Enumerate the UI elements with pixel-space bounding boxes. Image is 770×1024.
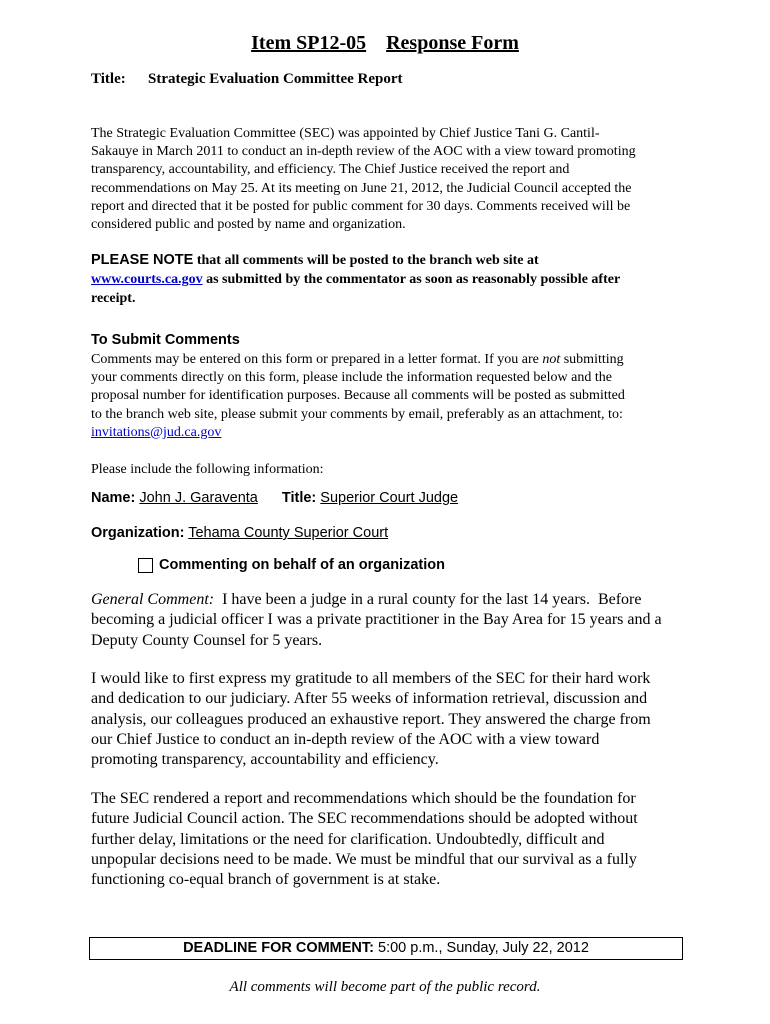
intro-line: The Strategic Evaluation Committee (SEC) was appointed by Chief Justice Tani G. Cantil- bbox=[91, 126, 600, 141]
comment-line: and dedication to our judiciary. After 55 weeks of information retrieval, discussion and bbox=[91, 690, 648, 708]
submit-comments-heading: To Submit Comments bbox=[91, 332, 240, 348]
form-name: Response Form bbox=[386, 32, 519, 54]
form-heading bbox=[0, 30, 770, 56]
note-line-2: as submitted by the commentator as soon as reasonably possible after bbox=[202, 272, 621, 287]
name-value[interactable]: John J. Garaventa bbox=[139, 490, 258, 506]
organization-checkbox-row[interactable] bbox=[138, 557, 445, 573]
intro-paragraph bbox=[91, 125, 691, 234]
comment-line: I would like to first express my gratitude to all members of the SEC for their hard work bbox=[91, 670, 651, 687]
courts-website-link[interactable]: www.courts.ca.gov bbox=[91, 272, 203, 287]
comment-line: our Chief Justice to conduct an in-depth review of the AOC with a view toward bbox=[91, 730, 600, 748]
item-number: Item SP12-05 bbox=[251, 32, 367, 54]
intro-line: considered public and posted by name and organization. bbox=[91, 217, 406, 233]
submit-line-1-emphasis: not bbox=[542, 352, 561, 367]
general-comment-label: General Comment: bbox=[91, 591, 215, 608]
submit-line-2: your comments directly on this form, please include the information requested below and the bbox=[91, 370, 612, 386]
deadline-box bbox=[89, 937, 683, 960]
intro-line: recommendations on May 25. At its meeting on June 21, 2012, the Judicial Council accepted the bbox=[91, 180, 632, 196]
title-row bbox=[91, 69, 403, 89]
note-line-1: that all comments will be posted to the branch web site at bbox=[193, 253, 539, 268]
comment-line: The SEC rendered a report and recommendations which should be the foundation for bbox=[91, 790, 636, 807]
general-comment-paragraph bbox=[91, 590, 691, 651]
comment-line: unpopular decisions need to be made. We must be mindful that our survival as a fully bbox=[91, 850, 637, 868]
comment-paragraph-3 bbox=[91, 789, 691, 890]
comment-line: I have been a judge in a rural county for the last 14 years. Before bbox=[214, 591, 642, 608]
organization-row bbox=[91, 525, 388, 541]
submit-comments-paragraph bbox=[91, 351, 691, 442]
organization-label: Organization: bbox=[91, 525, 185, 541]
email-link[interactable]: invitations@jud.ca.gov bbox=[91, 424, 222, 440]
please-note-paragraph bbox=[91, 251, 691, 308]
comment-line: analysis, our colleagues produced an exhaustive report. They answered the charge from bbox=[91, 710, 651, 728]
comment-line: further delay, limitations or the need for clarification. Undoubtedly, difficult and bbox=[91, 830, 605, 848]
submit-line-1a: Comments may be entered on this form or prepared in a letter format. If you are bbox=[91, 352, 543, 367]
comment-line: Deputy County Counsel for 5 years. bbox=[91, 631, 323, 649]
include-info-text: Please include the following information: bbox=[91, 462, 324, 477]
public-record-footer: All comments will become part of the public record. bbox=[229, 979, 541, 995]
comment-line: promoting transparency, accountability and efficiency. bbox=[91, 751, 439, 769]
title-field-value[interactable]: Superior Court Judge bbox=[320, 490, 459, 506]
intro-line: Sakauye in March 2011 to conduct an in-depth review of the AOC with a view toward promoting bbox=[91, 144, 636, 160]
deadline-label: DEADLINE FOR COMMENT: bbox=[183, 940, 374, 956]
submit-line-1b: submitting bbox=[560, 352, 624, 367]
submit-line-4: to the branch web site, please submit your comments by email, preferably as an attachment, to: bbox=[91, 406, 623, 422]
intro-line: report and directed that it be posted for public comment for 30 days. Comments received will be bbox=[91, 198, 631, 214]
title-field-label: Title: bbox=[281, 490, 317, 506]
note-line-3: receipt. bbox=[91, 291, 136, 306]
please-note-lead: PLEASE NOTE bbox=[91, 252, 194, 268]
organization-checkbox-label: Commenting on behalf of an organization bbox=[159, 557, 445, 573]
intro-line: transparency, accountability, and efficiency. The Chief Justice received the report and bbox=[91, 162, 570, 178]
name-title-row bbox=[91, 490, 458, 506]
title-value: Strategic Evaluation Committee Report bbox=[148, 71, 403, 87]
deadline-value: 5:00 p.m., Sunday, July 22, 2012 bbox=[373, 940, 589, 956]
comment-line: functioning co-equal branch of government is at stake. bbox=[91, 871, 441, 889]
organization-value[interactable]: Tehama County Superior Court bbox=[188, 525, 389, 541]
comment-paragraph-2 bbox=[91, 669, 691, 770]
comment-line: future Judicial Council action. The SEC recommendations should be adopted without bbox=[91, 810, 638, 828]
title-label: Title: bbox=[91, 71, 126, 87]
organization-checkbox[interactable] bbox=[138, 558, 153, 573]
comment-line: becoming a judicial officer I was a private practitioner in the Bay Area for 15 years and a bbox=[91, 611, 662, 629]
name-label: Name: bbox=[91, 490, 136, 506]
submit-line-3: proposal number for identification purposes. Because all comments will be posted as submitted bbox=[91, 388, 625, 404]
